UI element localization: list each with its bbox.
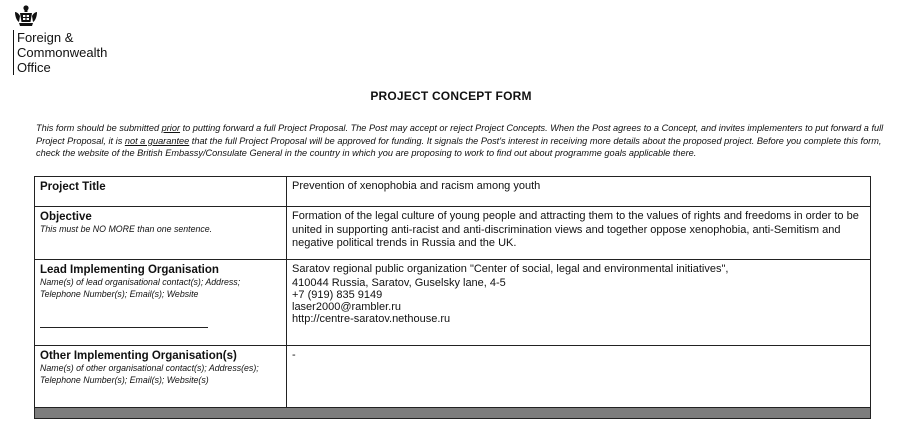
intro-text <box>36 122 894 160</box>
table-row <box>35 177 871 207</box>
office-line: Office <box>17 60 51 75</box>
row-label-cell <box>35 207 287 260</box>
divider <box>40 327 208 328</box>
row-value-cell <box>287 177 871 207</box>
row-label-cell <box>35 177 287 207</box>
lead-org-email: laser2000@rambler.ru <box>292 300 401 313</box>
intro-part: This form should be submitted <box>36 123 162 133</box>
row-value-cell <box>287 260 871 346</box>
project-concept-table <box>34 176 871 419</box>
row-label-cell <box>35 260 287 346</box>
table-row <box>35 408 871 419</box>
objective-label: Objective <box>40 211 92 223</box>
other-org-label: Other Implementing Organisation(s) <box>40 350 237 362</box>
intro-part: to putting forward a full Project Proposal. The Post may accept or reject Project Concepts. When the Post agrees to a Concept, and invites implementers to put forward a full Project Proposal, it is <box>36 123 884 146</box>
intro-part: that the full Project Proposal will be approved for funding. It signals the Post's interest in receiving more details about the proposed project. Before you complete this form, check the website of the British Embassy/Consulate General in the country in which you are proposing to work to find out about programme goals applicable there. <box>36 135 882 159</box>
row-value-cell <box>287 207 871 260</box>
office-line: Foreign & <box>17 30 74 45</box>
table-row <box>35 260 871 346</box>
other-org-value: - <box>292 349 296 361</box>
lead-org-phone: +7 (919) 835 9149 <box>292 288 383 301</box>
lead-org-label: Lead Implementing Organisation <box>40 264 219 276</box>
office-name <box>13 30 107 75</box>
project-title-label: Project Title <box>40 181 106 193</box>
row-label-cell <box>35 346 287 408</box>
form-title: PROJECT CONCEPT FORM <box>370 89 532 103</box>
lead-org-address: 410044 Russia, Saratov, Guselsky lane, 4-5 <box>292 276 506 289</box>
project-title-value: Prevention of xenophobia and racism among youth <box>292 180 541 192</box>
lead-org-line: Saratov regional public organization "Center of social, legal and environmental initiatives", <box>292 263 729 275</box>
objective-value: Formation of the legal culture of young people and attracting them to the values of rights and freedoms in order to be united in supporting anti-racist and anti-discrimination views and together oppose xenophobia, anti-Semitism and negative political trends in Russia and the UK. <box>292 210 859 249</box>
fco-logo <box>13 4 123 74</box>
table-row <box>35 346 871 408</box>
intro-emphasis: prior <box>161 123 181 133</box>
office-line: Commonwealth <box>17 45 108 60</box>
lead-org-website: http://centre-saratov.nethouse.ru <box>292 312 451 325</box>
row-value-cell <box>287 346 871 408</box>
shaded-row-cell <box>35 408 871 419</box>
other-org-hint: Name(s) of other organisational contact(s); Address(es); Telephone Number(s); Email(s); Website(s) <box>40 363 259 385</box>
intro-emphasis: not a guarantee <box>124 135 190 146</box>
royal-crest-icon <box>13 4 39 28</box>
objective-hint: This must be NO MORE than one sentence. <box>40 224 213 234</box>
table-row <box>35 207 871 260</box>
lead-org-hint: Name(s) of lead organisational contact(s); Address; Telephone Number(s); Email(s); Website <box>40 277 241 299</box>
